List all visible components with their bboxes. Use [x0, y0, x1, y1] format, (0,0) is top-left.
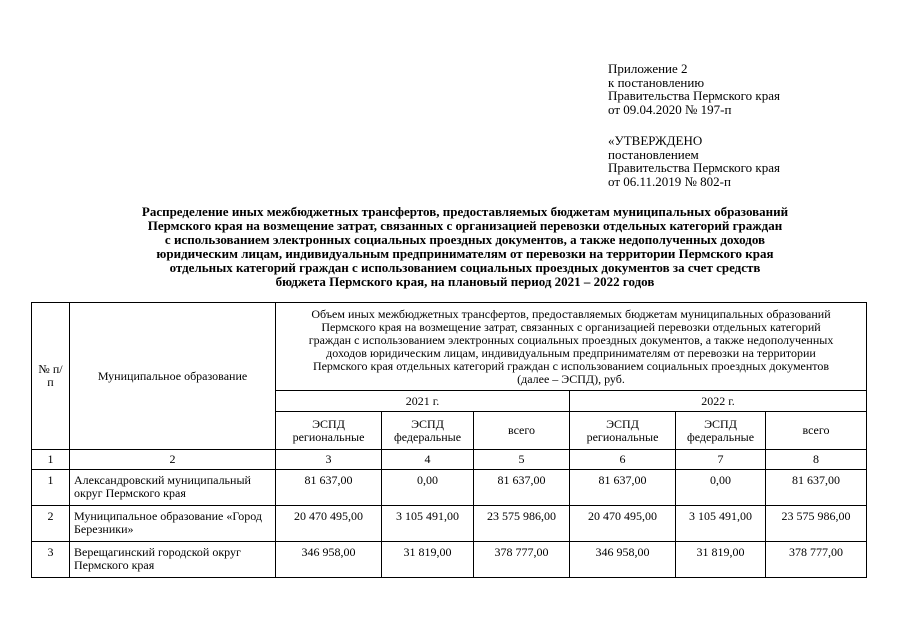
appendix-line: к постановлению [608, 74, 705, 90]
row-value: 3 105 491,00 [676, 506, 766, 542]
subheader-cell: всего [474, 412, 570, 450]
approved-line: Правительства Пермского края [608, 160, 780, 175]
distribution-table [31, 302, 867, 578]
subheader-cell: ЭСПД федеральные [676, 412, 766, 450]
column-number: 1 [32, 450, 70, 470]
row-municipality: Муниципальное образование «Город Березники» [70, 506, 276, 542]
subheader-cell: ЭСПД федеральные [382, 412, 474, 450]
approved-line: от 06.11.2019 № 802-п [608, 173, 731, 189]
appendix-line: Правительства Пермского края [608, 88, 780, 103]
table-row [32, 506, 867, 542]
row-value: 0,00 [676, 470, 766, 506]
row-value: 346 958,00 [276, 542, 382, 578]
column-number: 3 [276, 450, 382, 470]
table-row [32, 470, 867, 506]
column-number: 2 [70, 450, 276, 470]
header-volume-line: доходов юридическим лицам, индивидуальным предпринимателям от перевозки на территории [326, 345, 816, 360]
header-volume-line: Объем иных межбюджетных трансфертов, предоставляемых бюджетам муниципальных образований [311, 306, 831, 321]
row-num: 1 [32, 470, 70, 506]
row-num: 3 [32, 542, 70, 578]
header-volume-line: (далее – ЭСПД), руб. [517, 371, 625, 386]
row-value: 81 637,00 [276, 470, 382, 506]
column-number: 6 [570, 450, 676, 470]
row-value: 31 819,00 [676, 542, 766, 578]
column-number: 8 [766, 450, 867, 470]
row-value: 20 470 495,00 [570, 506, 676, 542]
row-value: 3 105 491,00 [382, 506, 474, 542]
header-volume [276, 303, 867, 391]
column-number: 5 [474, 450, 570, 470]
table-row [32, 542, 867, 578]
row-value: 81 637,00 [570, 470, 676, 506]
subheader-cell: всего [766, 412, 867, 450]
title-line: бюджета Пермского края, на плановый период 2021 – 2022 годов [275, 274, 655, 289]
appendix-block [608, 62, 888, 116]
appendix-line: от 09.04.2020 № 197-п [608, 101, 732, 117]
approved-block [608, 134, 888, 188]
row-value: 23 575 986,00 [474, 506, 570, 542]
title-line: отдельных категорий граждан с использованием социальных проездных документов за счет средств [169, 260, 761, 275]
title-line: Распределение иных межбюджетных трансфертов, предоставляемых бюджетам муниципальных образований [141, 204, 789, 219]
row-value: 23 575 986,00 [766, 506, 867, 542]
row-value: 0,00 [382, 470, 474, 506]
header-year-2021: 2021 г. [276, 391, 570, 412]
appendix-line: Приложение 2 [608, 61, 688, 76]
title-line: Пермского края на возмещение затрат, связанных с организацией перевозки отдельных категорий граждан [147, 218, 783, 233]
row-value: 20 470 495,00 [276, 506, 382, 542]
title-line: с использованием электронных социальных проездных документов, а также недополученных доходов [164, 232, 766, 247]
row-municipality: Верещагинский городской округ Пермского края [70, 542, 276, 578]
approved-line: постановлением [608, 146, 699, 162]
column-number: 7 [676, 450, 766, 470]
header-volume-line: Пермского края отдельных категорий граждан с использованием социальных проездных документов [312, 358, 830, 373]
title-line: юридическим лицам, индивидуальным предпринимателям от перевозки на территории Пермского края [156, 246, 774, 261]
header-municipality: Муниципальное образование [70, 303, 276, 450]
row-value: 378 777,00 [474, 542, 570, 578]
approved-line: «УТВЕРЖДЕНО [608, 133, 703, 148]
row-value: 378 777,00 [766, 542, 867, 578]
column-number: 4 [382, 450, 474, 470]
row-value: 81 637,00 [474, 470, 570, 506]
row-value: 81 637,00 [766, 470, 867, 506]
row-municipality: Александровский муниципальный округ Пермского края [70, 470, 276, 506]
subheader-cell: ЭСПД региональные [276, 412, 382, 450]
header-num: № п/п [32, 303, 70, 450]
document-title [60, 205, 870, 289]
row-value: 346 958,00 [570, 542, 676, 578]
header-volume-line: граждан с использованием электронных социальных проездных документов, а также недополученных [308, 332, 834, 347]
header-volume-line: Пермского края на возмещение затрат, связанных с организацией перевозки отдельных категорий [321, 319, 821, 334]
row-num: 2 [32, 506, 70, 542]
header-year-2022: 2022 г. [570, 391, 867, 412]
row-value: 31 819,00 [382, 542, 474, 578]
subheader-cell: ЭСПД региональные [570, 412, 676, 450]
